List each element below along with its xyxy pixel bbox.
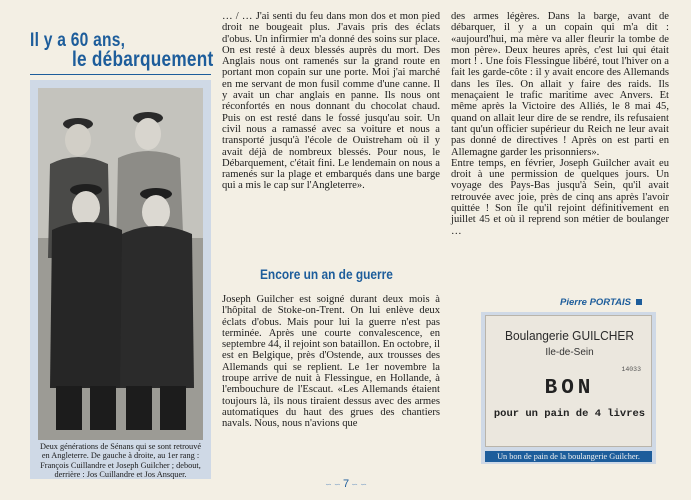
- ticket-caption: Un bon de pain de la boulangerie Guilcher.: [485, 451, 652, 462]
- ticket-bon: BON: [544, 377, 595, 400]
- ticket-bakery-name: GUILCHER: [572, 328, 634, 343]
- title-rule: [30, 74, 211, 75]
- column-2-top: [222, 11, 440, 192]
- paragraph: des armes légères. Dans la barge, avant de débarquer, il y a un copain qui m'a dit : «aujourd'hui, ma mère va aller fleurir la tombe de mon père». Deux heures après, c'est lui qui était mort ! . Une fois Flessingue libéré, tout l'hiver on a fait les garde-côte : il y avait encore des Allemands dans les îles. On allait y faire des raids. Ils menaçaient le trafic maritime avec Anvers. Et même après la Victoire des Alliés, le 8 mai 45, quand on allait leur dire de se rendre, ils refusaient tant qu'un officier supérieur du Reich ne leur avait pas donné de directives ! Après on est parti en Allemagne garder les prisonniers».: [451, 11, 669, 158]
- ticket-place: Ile-de-Sein: [545, 347, 594, 358]
- author-name: Pierre PORTAIS: [560, 297, 631, 308]
- wave-ornament-right-icon: ∽ ∽: [349, 480, 367, 489]
- article-title-line1: Il y a 60 ans,: [30, 30, 126, 51]
- paragraph: Entre temps, en février, Joseph Guilcher avait eu droit à une permission de quelques jours. Un voyage des Pays-Bas jusqu'à Sein, qu'il avait retrouvée avec joie, près de cinq ans après l'avoir quittée ! Son île qu'il rejoint définitivement en juillet 45 et où il reprend son métier de boulanger …: [451, 157, 669, 237]
- ticket-bakery: [493, 328, 647, 343]
- wave-ornament-left-icon: ∽ ∽: [325, 480, 343, 489]
- photo-caption: Deux générations de Sénans qui se sont retrouvé en Angleterre. De gauche à droite, au 1er rang : François Cuillandre et Joseph Guilcher ; debout, derrière : Jos Cuillandre et Jos Ansquer.: [39, 442, 202, 479]
- ticket-bakery-prefix: Boulangerie: [505, 328, 573, 343]
- article-title-line2: le débarquement: [72, 48, 214, 71]
- section-subheading: Encore un an de guerre: [260, 266, 393, 282]
- column-3: [451, 11, 669, 237]
- column-2-bottom: [222, 294, 440, 430]
- end-square-icon: [636, 299, 642, 305]
- page-number: [301, 478, 391, 490]
- ticket-serial: 14033: [621, 366, 641, 373]
- photo-frame: [30, 80, 211, 479]
- paragraph: Joseph Guilcher est soigné durant deux mois à l'hôpital de Stoke-on-Trent. On lui enlève deux éclats d'obus. Mais pour lui la guerre n'est pas terminée. Après une courte convalescence, en septembre 44, il rejoint son bataillon. En octobre, il est en Belgique, près d'Ostende, aux trousses des Allemands qui se replient. Le 1er novembre la troupe arrive de nuit à Flessingue, en Hollande, à l'embouchure de l'Escaut. «Les Allemands étaient toujours là, ils nous tiraient dessus avec des armes automatiques du haut des grues des chantiers navals. Nous, nous n'avions que: [222, 294, 441, 430]
- author-signature: [560, 297, 642, 308]
- paragraph: … / … J'ai senti du feu dans mon dos et mon pied droit ne bougeait plus. J'avais pris des éclats d'obus. Un infirmier m'a donné des soins sur place. On est resté à deux blessés auprès du mort. Des Anglais nous ont ramenés sur la grand route en portant mon copain sur une porte. Moi j'ai marché en me servant de mon fusil comme d'une canne. Il y avait un char anglais en panne. Ils nous ont réconfortés en nous donnant du chocolat chaud. Puis on est resté dans le fossé jusqu'au soir. Un civil nous a ramassé avec sa voiture et nous a transporté jusqu'à l'école de Ouistreham où il y avait déjà de nombreux blessés. Pour nous, le Débarquement, c'était fini. Le lendemain on nous a ramenés sur la plage et embarqués dans une barge qui a mis le cap sur l'Angleterre».: [222, 11, 440, 192]
- page-number-value: 7: [342, 478, 350, 490]
- ticket-line: pour un pain de 4 livres: [493, 408, 646, 420]
- bread-ticket-frame: [481, 312, 656, 464]
- group-photo: [38, 88, 203, 440]
- bread-ticket: [485, 315, 652, 447]
- group-photo-illustration: [38, 88, 203, 440]
